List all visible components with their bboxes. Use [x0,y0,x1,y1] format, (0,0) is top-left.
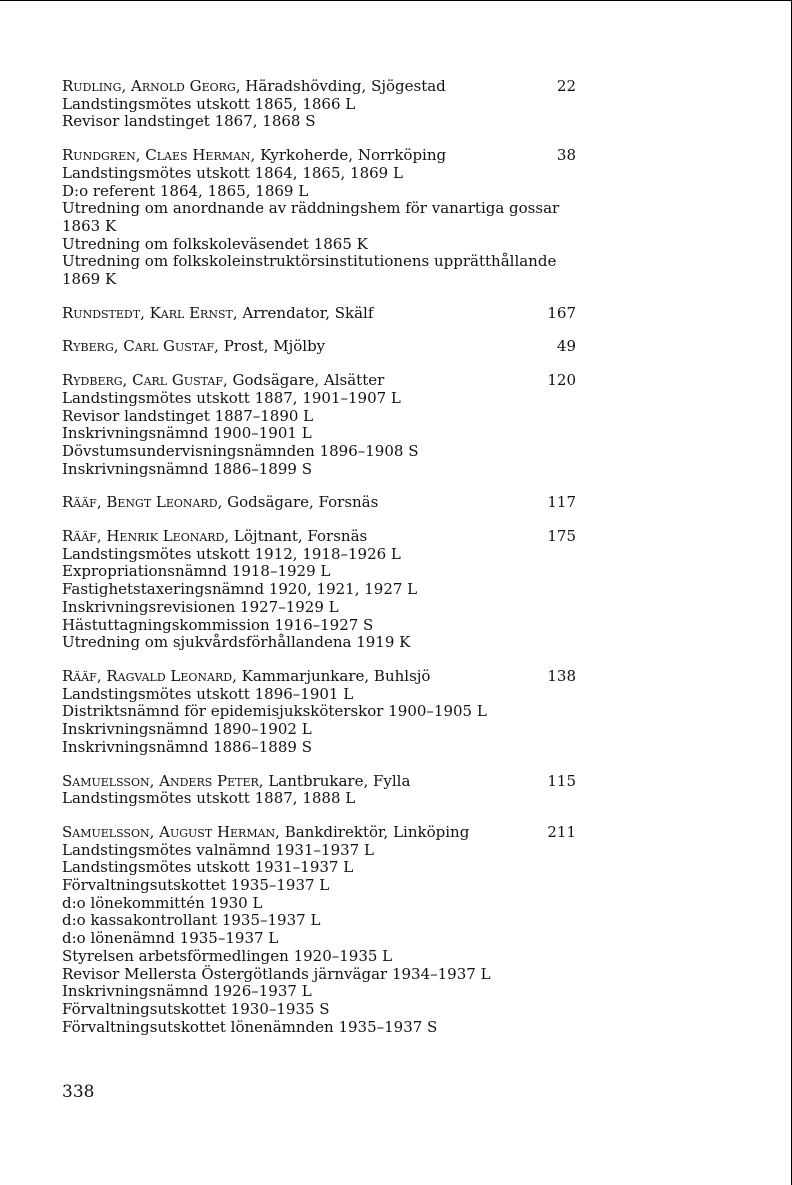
assignment-line: Förvaltningsutskottet lönenämnden 1935–1937 S [62,1017,438,1036]
person-name: Samuelsson, Anders Peter, [62,771,264,790]
assignment-line: Förvaltningsutskottet 1935–1937 L [62,876,330,895]
assignment-line: Inskrivningsnämnd 1886–1889 S [62,737,312,756]
assignment-line: Distriktsnämnd för epidemisjuksköterskor 1900–1905 L [62,702,487,721]
entry-title [62,494,378,512]
assignment-line: Inskrivningsrevisionen 1927–1929 L [62,597,339,616]
register-content [62,78,576,1052]
page-number: 338 [62,1082,95,1102]
page-reference: 120 [547,371,576,390]
register-entry [62,147,576,289]
entry-heading [62,528,576,546]
assignment-line: Förvaltningsutskottet 1930–1935 S [62,999,330,1018]
assignment-line: Landstingsmötes valnämnd 1931–1937 L [62,840,374,859]
entry-heading [62,773,576,791]
assignment-line: Landstingsmötes utskott 1865, 1866 L [62,94,356,113]
page-border-top [0,0,792,1]
person-name: Rundstedt, Karl Ernst, [62,303,238,322]
register-entry [62,305,576,323]
entry-heading [62,668,576,686]
assignment-line: Revisor landstinget 1887–1890 L [62,406,314,425]
assignment-line: Landstingsmötes utskott 1864, 1865, 1869 L [62,163,403,182]
assignment-line: Expropriationsnämnd 1918–1929 L [62,562,331,581]
entry-heading [62,372,576,390]
entry-heading [62,78,576,96]
assignment-line: Utredning om folkskoleinstruktörsinstitutionens upprätthållande [62,252,557,271]
page-reference: 38 [556,146,576,165]
assignment-line: Utredning om sjukvårdsförhållandena 1919 K [62,633,411,652]
person-description: Godsägare, Forsnäs [222,493,379,512]
assignment-line: Revisor Mellersta Östergötlands järnvägar 1934–1937 L [62,964,491,983]
person-name: Rundgren, Claes Herman, [62,146,256,165]
person-name: Rudling, Arnold Georg, [62,77,241,95]
entry-title [62,824,469,842]
page-reference: 167 [547,303,576,322]
register-entry [62,773,576,808]
page-reference: 211 [547,822,576,841]
person-description: Lantbrukare, Fylla [263,771,411,790]
assignment-line: d:o lönekommittén 1930 L [62,893,263,912]
page-reference: 115 [547,771,576,790]
person-name: Rääf, Bengt Leonard, [62,493,223,512]
assignment-line: d:o kassakontrollant 1935–1937 L [62,911,321,930]
entry-title [62,147,446,165]
register-entry [62,372,576,478]
entry-title [62,773,410,791]
assignment-line: Revisor landstinget 1867, 1868 S [62,112,316,131]
page-reference: 49 [556,337,576,356]
entry-heading [62,824,576,842]
entry-title [62,528,367,546]
person-name: Rydberg, Carl Gustaf, [62,371,228,390]
assignment-line: Utredning om folkskoleväsendet 1865 K [62,234,368,253]
person-description: Kyrkoherde, Norrköping [255,146,447,165]
person-name: Ryberg, Carl Gustaf, [62,337,219,356]
entry-heading [62,338,576,356]
assignment-line: Landstingsmötes utskott 1887, 1888 L [62,789,356,808]
page-reference: 22 [556,77,576,95]
assignment-line: Inskrivningsnämnd 1890–1902 L [62,720,312,739]
register-entry [62,824,576,1036]
person-description: Prost, Mjölby [218,337,326,356]
register-entry [62,528,576,652]
person-name: Rääf, Ragvald Leonard, [62,666,237,685]
entry-title [62,78,446,96]
assignment-line: Inskrivningsnämnd 1900–1901 L [62,424,312,443]
assignment-line: d:o lönenämnd 1935–1937 L [62,929,279,948]
entry-heading [62,147,576,165]
person-description: Bankdirektör, Linköping [279,822,470,841]
person-description: Häradshövding, Sjögestad [240,77,446,95]
register-entry [62,668,576,757]
person-description: Kammarjunkare, Buhlsjö [236,666,431,685]
entry-heading [62,305,576,323]
person-name: Samuelsson, August Herman, [62,822,280,841]
person-description: Löjtnant, Forsnäs [229,527,368,546]
entry-title [62,305,373,323]
entry-heading [62,494,576,512]
register-entry [62,338,576,356]
assignment-line: Inskrivningsnämnd 1926–1937 L [62,982,312,1001]
assignment-line: 1863 K [62,216,117,235]
entry-title [62,372,384,390]
assignment-line: Hästuttagningskommission 1916–1927 S [62,615,374,634]
entry-title [62,668,430,686]
person-description: Arrendator, Skälf [237,303,374,322]
assignment-line: Dövstumsundervisningsnämnden 1896–1908 S [62,441,419,460]
assignment-line: Inskrivningsnämnd 1886–1899 S [62,459,312,478]
entry-title [62,338,325,356]
assignment-line: Landstingsmötes utskott 1931–1937 L [62,858,354,877]
assignment-line: Utredning om anordnande av räddningshem för vanartiga gossar [62,199,560,218]
person-description: Godsägare, Alsätter [227,371,385,390]
assignment-line: D:o referent 1864, 1865, 1869 L [62,181,309,200]
page-reference: 138 [547,666,576,685]
assignment-line: 1869 K [62,270,117,289]
person-name: Rääf, Henrik Leonard, [62,527,230,546]
register-entry [62,78,576,131]
page-reference: 117 [547,493,576,512]
assignment-line: Fastighetstaxeringsnämnd 1920, 1921, 1927 L [62,580,418,599]
assignment-line: Styrelsen arbetsförmedlingen 1920–1935 L [62,946,393,965]
assignment-line: Landstingsmötes utskott 1912, 1918–1926 L [62,544,401,563]
page-reference: 175 [547,527,576,546]
assignment-line: Landstingsmötes utskott 1896–1901 L [62,684,354,703]
assignment-line: Landstingsmötes utskott 1887, 1901–1907 L [62,388,401,407]
register-entry [62,494,576,512]
